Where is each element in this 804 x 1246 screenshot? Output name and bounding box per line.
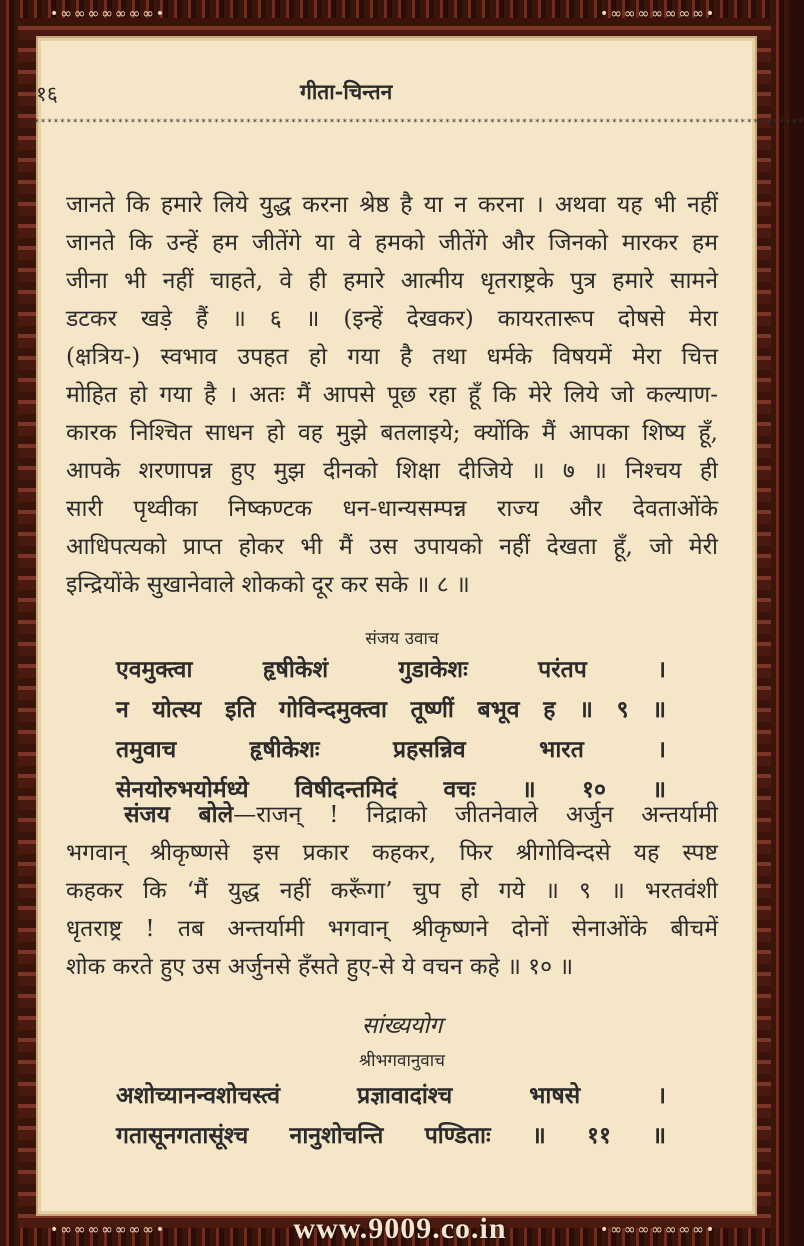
verse-line: एवमुक्त्वा हृषीकेशं गुडाकेशः परंतप । — [116, 656, 666, 683]
section-title: सांख्ययोग — [361, 1013, 443, 1039]
paragraph-1 — [66, 186, 718, 604]
text-line: जानते कि उन्हें हम जीतेंगे या वे हमको जीतेंगे और जिनको मारकर हम — [66, 230, 718, 256]
text-line: भगवान् श्रीकृष्णसे इस प्रकार कहकर, फिर श्रीगोविन्दसे यह स्पष्ट — [66, 840, 718, 866]
speaker-label-bhagavan: श्रीभगवानुवाच — [359, 1051, 445, 1071]
text-line: (क्षत्रिय-) स्वभाव उपहत हो गया है तथा धर्मके विषयमें मेरा चित्त — [66, 344, 718, 370]
star-rule: ************************************************************************************************************************ — [34, 118, 804, 128]
running-title: गीता-चिन्तन — [300, 79, 393, 104]
text-line: डटकर खड़े हैं ॥ ६ ॥ (इन्हें देखकर) कायरतारूप दोषसे मेरा — [66, 306, 718, 332]
text-run: —राजन् ! निद्राको जीतनेवाले अर्जुन अन्तर्यामी — [233, 802, 718, 828]
verse-line: तमुवाच हृषीकेशः प्रहसन्निव भारत । — [116, 736, 666, 763]
shloka-11 — [116, 1076, 666, 1156]
text-line — [66, 796, 718, 834]
paragraph-2 — [66, 796, 718, 986]
text-line: जीना भी नहीं चाहते, वे ही हमारे आत्मीय धृतराष्ट्रके पुत्र हमारे सामने — [66, 268, 718, 294]
ornament-bottom-left: •∞∞∞∞∞∞∞• — [50, 1222, 167, 1238]
verse-line: सेनयोरुभयोर्मध्ये विषीदन्तमिदं वचः ॥ १० ॥ — [116, 776, 666, 803]
website-url: www.9009.co.in — [293, 1212, 507, 1245]
text-line: शोक करते हुए उस अर्जुनसे हँसते हुए-से ये वचन कहे ॥ १० ॥ — [66, 954, 574, 980]
text-line: मोहित हो गया है । अतः मैं आपसे पूछ रहा हूँ कि मेरे लिये जो कल्याण- — [66, 382, 718, 408]
speaker-label-sanjay: संजय उवाच — [365, 629, 439, 649]
text-line: कहकर कि ‘मैं युद्ध नहीं करूँगा’ चुप हो गये ॥ ९ ॥ भरतवंशी — [66, 878, 718, 904]
shloka-9-10 — [116, 650, 666, 810]
verse-line: न योत्स्य इति गोविन्दमुक्त्वा तूष्णीं बभूव ह ॥ ९ ॥ — [116, 696, 666, 723]
text-line: धृतराष्ट्र ! तब अन्तर्यामी भगवान् श्रीकृष्णने दोनों सेनाओंके बीचमें — [66, 916, 718, 942]
verse-line: गतासूनगतासूंश्च नानुशोचन्ति पण्डिताः ॥ ११ ॥ — [116, 1122, 666, 1149]
text-line: आपके शरणापन्न हुए मुझ दीनको शिक्षा दीजिये ॥ ७ ॥ निश्चय ही — [66, 458, 718, 484]
text-line: कारक निश्चित साधन हो वह मुझे बतलाइये; क्योंकि मैं आपका शिष्य हूँ, — [66, 420, 718, 446]
ornament-top-left: •∞∞∞∞∞∞∞• — [50, 6, 167, 22]
text-line: इन्द्रियोंके सुखानेवाले शोकको दूर कर सके ॥ ८ ॥ — [66, 572, 470, 598]
ornament-top-right: •∞∞∞∞∞∞∞• — [600, 6, 717, 22]
ornament-bottom-right: •∞∞∞∞∞∞∞• — [600, 1222, 717, 1238]
text-line: सारी पृथ्वीका निष्कण्टक धन-धान्यसम्पन्न राज्य और देवताओंके — [66, 496, 718, 522]
text-line: आधिपत्यको प्राप्त होकर भी मैं उस उपायको नहीं देखता हूँ, जो मेरी — [66, 534, 718, 560]
verse-line: अशोच्यानन्वशोचस्त्वं प्रज्ञावादांश्च भाषसे । — [116, 1082, 666, 1109]
page-header — [0, 76, 804, 108]
text-line: जानते कि हमारे लिये युद्ध करना श्रेष्ठ है या न करना । अथवा यह भी नहीं — [66, 192, 718, 218]
page-number: १६ — [36, 82, 58, 106]
speaker-lead: संजय बोले — [124, 801, 234, 828]
